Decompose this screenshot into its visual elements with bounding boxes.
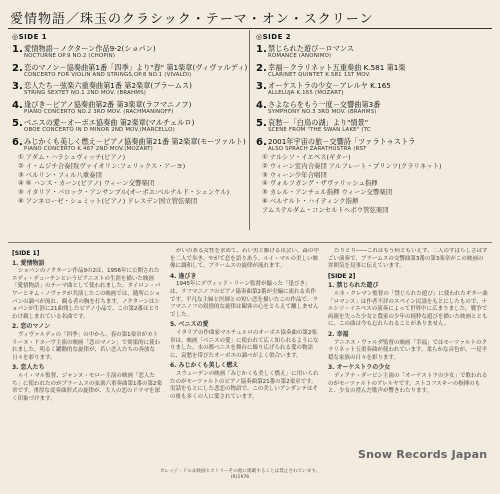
credit-line: ④ ヴォルフガング・ザヴァリッシュ指揮	[262, 179, 378, 188]
notes-paragraph: ショパンのノクターン作品9の2は、1956年に公開されたエディ・デューチンというピアニストの生涯を描いた映画「愛情物語」のテーマ曲として使われました。タイロン・パワーとキム・ノヴァクが共演したこの映画では、随所にショパンの調べが流れ、観る者の胸を打ちます。ノクターンはショパンが生涯に21曲残したピアノ小品で、この第2番はとりわけ親しまれている名曲です。	[12, 268, 161, 320]
credit-line: ⑥ アンネローゼ・シュミット(ピアノ) ドレスデン国立管弦楽団	[18, 196, 198, 205]
track-title-en: CONCERTO FOR VIOLIN AND STRINGS,OP.8 NO.1 (VIVALDI)	[24, 71, 192, 78]
track-row	[12, 81, 252, 100]
notes-column-1	[12, 248, 162, 470]
track-title-jp: 哀愁－「白鳥の湖」より"情景"	[268, 118, 369, 127]
track-row	[256, 100, 494, 119]
notes-heading: [SIDE 1]	[12, 250, 40, 257]
credit-line: ① ナルシソ・イエペス(ギター)	[262, 153, 351, 161]
track-number: 3.	[12, 81, 23, 92]
notes-rule	[8, 242, 492, 243]
track-title-jp: みじかくも美しく燃え－ピアノ協奏曲第21番 第2楽章(モーツァルト)	[24, 136, 246, 146]
credit-line: ① アダム・ハラシェヴィッチ(ピアノ)	[18, 153, 126, 161]
side2-credits	[262, 152, 494, 214]
notes-paragraph: イタリアの作曲家マルチェルロのオーボエ協奏曲の第2楽章は、映画「ベニスの愛」に使われて広く知られるようになりました。水の都ベニスを舞台に繰り広げられる愛の物語に、哀愁を帯びたオーボエの調べがよく似合います。	[170, 329, 319, 359]
notes-paragraph: 1945年にデヴィッド・リーン監督が撮った「逢びき」は、ラフマニノフのピアノ協奏曲第2番が全編に流れる名作です。平凡な主婦と医師との短い恋を描いたこの作品で、ラフマニノフの叙情的な旋律は観客の心をとらえて離しませんでした。	[170, 281, 319, 318]
track-title-jp: 逢びき－ピアノ協奏曲第2番 第3楽章(ラフマニノフ)	[24, 99, 192, 109]
notes-subheading: 6. みじかくも美しく燃え	[170, 362, 239, 370]
credit-line: ② ウィーン室内合奏団 アルフレート・プリンツ(クラリネット)	[262, 161, 442, 170]
credit-line: ② イ・ムジチ合奏団(ヴァイオリン:フェリックス・アーヨ)	[18, 161, 186, 170]
side1-tracklist	[12, 44, 252, 155]
track-row	[12, 118, 252, 137]
track-number: 4.	[256, 99, 267, 111]
track-title-jp: オーケストラの少女－アレルヤ K.165	[268, 81, 391, 90]
notes-paragraph: がいのある女性を求めて、若い男と駆ける出会い、森の中を二人で歩き、やがて恋を語りあう。ルイ・マルの美しい映像に調和して、ブラームスの旋律が流れます。	[170, 248, 319, 270]
track-row	[256, 63, 494, 82]
track-row	[12, 63, 252, 82]
track-row	[256, 118, 494, 137]
track-number: 2.	[12, 62, 23, 74]
track-title-jp: 恋のマノン－協奏曲第1番「四季」より"春" 第1楽章(ヴィヴァルディ)	[24, 62, 248, 72]
track-number: 1.	[256, 44, 267, 55]
track-title-en: NOCTURNE OP.9 NO.2 (CHOPIN)	[24, 53, 116, 59]
notes-subheading: 3. オーケストラの少女	[328, 364, 391, 372]
notes-paragraph: アニエス・ヴァルダ監督の映画「幸福」ではモーツァルトのクラリネット五重奏曲が使われています。柔らかな音色が、一見平穏な家族の日々を彩ります。	[328, 339, 487, 361]
track-title-jp: 禁じられた遊び－ロマンス	[268, 44, 355, 53]
track-number: 6.	[12, 136, 23, 148]
track-number: 5.	[256, 118, 267, 129]
notes-subheading: 1. 禁じられた遊び	[328, 282, 379, 290]
track-number: 2.	[256, 62, 267, 74]
track-number: 5.	[12, 118, 23, 129]
footer-notice	[110, 469, 370, 481]
track-title-jp: ベニスの愛－オーボエ協奏曲 第2楽章(マルチェルロ)	[24, 118, 195, 127]
side1-heading: ◎SIDE 1	[12, 33, 48, 41]
track-row	[12, 100, 252, 119]
notes-subheading: 1. 愛情物語	[12, 259, 45, 267]
notes-subheading: 4. 逢びき	[170, 272, 197, 280]
track-title-en: ALSO SPRACH ZARATHUSTRA (RST	[268, 145, 367, 152]
track-title-en: SCENE FROM "THE SWAN LAKE" (TC	[268, 127, 371, 133]
track-title-en: STRING SEXTET NO.1 2ND MOV. (BRAHMS)	[24, 90, 147, 96]
credit-line: ⑤ イタリア・バロック・アンサンブル(オーボエ:ベルナルド・シェンケル)	[18, 188, 230, 197]
notes-paragraph: スウェーデンの映画「みじかくも美しく燃え」に用いられたのがモーツァルトのピアノ協奏曲第21番の第2楽章です。実話をもとにした悲恋の物語で、この美しいアンダンテはその後も多くの人に愛されています。	[170, 370, 319, 400]
footer-line: (R)1976	[230, 475, 250, 480]
credit-line: ④ ⑥ ハンス・カーン(ピアノ) ウィーン交響楽団	[18, 179, 155, 188]
track-title-jp: 恋人たち－弦楽六重奏曲第1番 第2楽章(ブラームス)	[24, 81, 192, 90]
notes-subheading: 5. ベニスの愛	[170, 321, 209, 329]
track-title-jp: 愛情物語－ノクターン作品9-2(ショパン)	[24, 44, 156, 53]
credit-line: ⑥ ベルナルト・ハイティンク指揮	[262, 196, 359, 205]
credit-line: ③ ベルリン・フィル八重奏団	[18, 170, 102, 179]
footer-line: カレッジ・ドル＆映画ヒストリーその他に掲載することは禁止されています。	[159, 469, 321, 474]
notes-paragraph: ルイ・マル監督、ジャンヌ・モロー主演の映画「恋人たち」に使われたのがブラームスの弦楽六重奏曲第1番の第2楽章です。重厚な変奏曲形式の旋律が、大人の恋のドラマを深く印象づけます。	[12, 372, 162, 402]
title-rule	[8, 28, 492, 29]
track-title-en: SYMPHONY NO.3 3RD MOV. (BRAHMS)	[268, 108, 377, 115]
track-title-en: ROMANCE (ANONIMO)	[268, 53, 332, 59]
track-row	[256, 44, 494, 63]
track-row	[12, 44, 252, 63]
track-title-en: CLARINET QUINTET K.581 1ST MOV.	[268, 71, 371, 78]
credit-line: ⑤ カレル・アンチェル指揮 ウィーン交響楽団	[262, 188, 393, 197]
store-watermark: Snow Records Japan	[358, 448, 488, 461]
notes-column-2	[170, 248, 320, 470]
track-number: 3.	[256, 81, 267, 92]
side2-heading: ◎SIDE 2	[256, 33, 292, 41]
notes-column-3	[328, 248, 488, 448]
credit-line: ③ ウィーン少年合唱団	[262, 170, 327, 179]
notes-paragraph: ヴィヴァルディの「四季」の中から、春の第1楽章がカトリーヌ・ドヌーヴ主演の映画「恋のマノン」で効果的に使われました。明るく躍動的な旋律が、若い恋人たちの奔放な日々を彩ります。	[12, 331, 161, 361]
track-number: 6.	[256, 136, 267, 148]
track-title-en: PIANO CONCERTO K.467 2ND MOV.(MOZART)	[24, 145, 153, 152]
notes-subheading: 2. 幸福	[328, 330, 349, 338]
notes-paragraph: ディアナ・ダービン主演の「オーケストラの少女」で歌われるのがモーツァルトのアレルヤです。ストコフスキーの指揮のもと、少女の澄んだ歌声が響きわたります。	[328, 372, 488, 395]
track-number: 4.	[12, 99, 23, 111]
side1-credits	[18, 152, 253, 205]
track-title-en: PIANO CONCERTO NO.2 3RD MOV. (RACHMANINOFF)	[24, 108, 174, 115]
notes-heading: [SIDE 2]	[328, 272, 356, 280]
notes-subheading: 3. 恋人たち	[12, 364, 45, 372]
track-row	[256, 81, 494, 100]
album-title: 愛情物語／珠玉のクラシック・テーマ・オン・スクリーン	[10, 12, 374, 27]
notes-paragraph: ルネ・クレマン監督の「禁じられた遊び」に使われたギター曲「ロマンス」は作者不詳のスペイン民謡をもとにしたもので、ナルシソ・イエペスの演奏によって世界中に広まりました。戦争で両親を失った少女と農家の少年の純粋な遊びを描いた映画とともに、この曲は今も忘れられることがありません。	[328, 290, 488, 328]
track-title-en: OBOE CONCERTO IN D MINOR 2ND MOV.(MARCELLO)	[24, 127, 175, 133]
track-title-jp: 2001年宇宙の旅－交響詩「ツァラトゥストラ	[268, 136, 416, 146]
side2-tracklist	[256, 44, 494, 155]
track-title-jp: さよならをもう一度－交響曲第3番	[268, 99, 381, 109]
track-title-jp: 幸福－クラリネット五重奏曲 K.581 第1楽	[268, 62, 406, 72]
track-title-en: ALLELUJA K.165 (MOZART)	[268, 90, 344, 96]
credit-line: アムステルダム・コンセルトヘボウ管弦楽団	[262, 205, 389, 214]
notes-paragraph: たりとり――これはもう何ともいえず、二人のすばらしさはすごい演奏で、ブラームスの交響曲第3番の第3楽章がこの映画の雰囲気を見事に伝えています。	[328, 248, 488, 270]
track-number: 1.	[12, 44, 23, 55]
notes-subheading: 2. 恋のマノン	[12, 323, 51, 331]
